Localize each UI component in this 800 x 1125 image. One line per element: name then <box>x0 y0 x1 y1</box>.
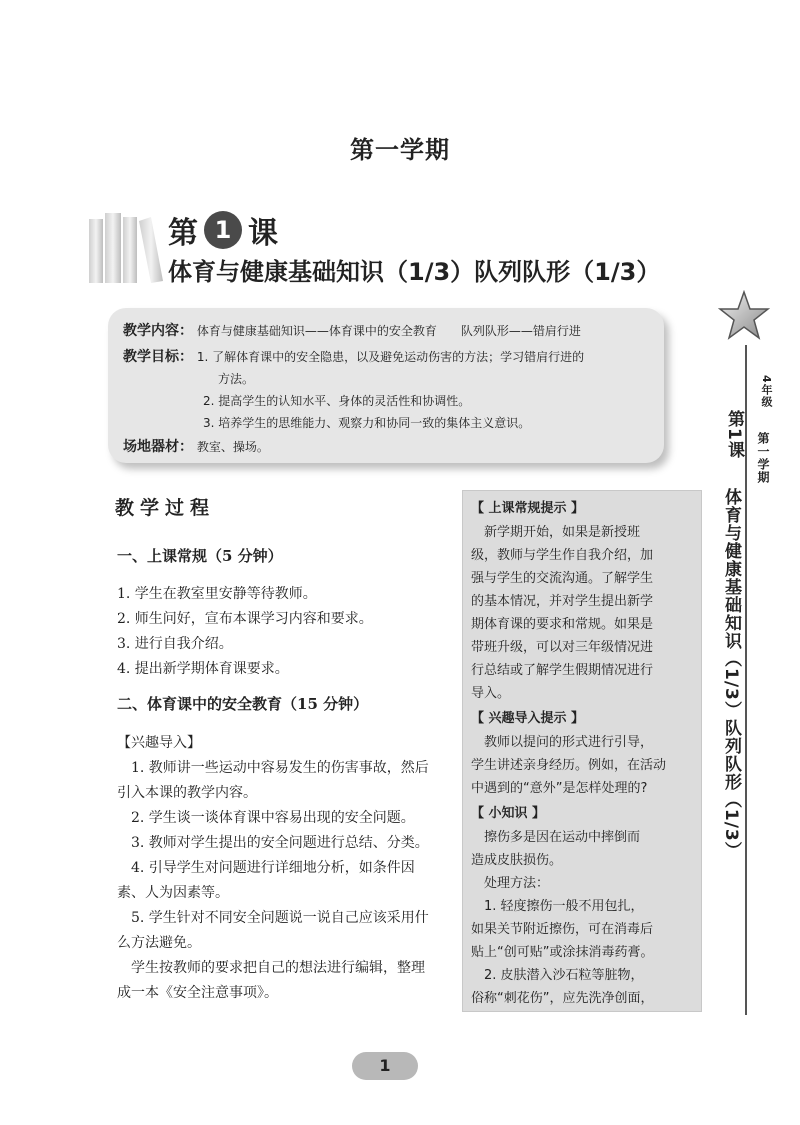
tab-grade: 4年级 <box>760 375 773 408</box>
content-row <box>123 320 581 340</box>
content-label: 教学内容： <box>123 323 193 339</box>
goal-row <box>123 346 584 366</box>
goal-1: 1. 了解体育课中的安全隐患，以及避免运动伤害的方法；学习错肩行进的 <box>196 350 585 364</box>
tip-line: 带班升级，可以对三年级情况进 <box>471 640 654 655</box>
section2-line: 【兴趣导入】 <box>117 735 201 751</box>
books-icon <box>85 205 165 285</box>
section1-item: 4. 提出新学期体育课要求。 <box>117 661 289 677</box>
section1-item: 3. 进行自我介绍。 <box>117 636 233 652</box>
venue-text: 教室、操场。 <box>196 440 269 454</box>
tip-line: 的基本情况，并对学生提出新学 <box>471 594 654 609</box>
tip-line: 擦伤多是因在运动中摔倒而 <box>471 830 641 845</box>
tip-line: 中遇到的“意外”是怎样处理的? <box>471 781 648 796</box>
lesson-number-badge: 1 <box>204 211 242 249</box>
semester-title: 第一学期 <box>350 135 450 164</box>
tip-line: 教师以提问的形式进行引导， <box>471 735 654 750</box>
tip-line: 造成皮肤损伤。 <box>471 853 563 868</box>
tip-line: 导入。 <box>471 686 511 701</box>
star-icon <box>718 290 770 342</box>
tip-heading-knowledge: 【 小知识 】 <box>471 806 546 821</box>
tab-title: 体育与健康基础知识（1/3）队列队形（1/3） <box>721 488 741 860</box>
section2-heading: 二、体育课中的安全教育（15 分钟） <box>117 695 369 713</box>
section2-line: 素、人为因素等。 <box>117 885 229 901</box>
section2-line: 4. 引导学生对问题进行详细地分析，如条件因 <box>117 860 415 876</box>
tab-semester: 第一学期 <box>756 432 770 484</box>
tips-sidebar <box>462 490 702 1012</box>
tip-line: 俗称“刺花伤”，应先洗净创面， <box>471 991 654 1006</box>
tip-line: 期体育课的要求和常规。如果是 <box>471 617 654 632</box>
process-title: 教学过程 <box>115 497 216 519</box>
lesson-info-box <box>108 308 664 463</box>
tip-heading-routine: 【 上课常规提示 】 <box>471 501 585 516</box>
goal-label: 教学目标： <box>123 349 193 365</box>
section2-line: 引入本课的教学内容。 <box>117 785 257 801</box>
tab-lesson: 第1课 <box>724 410 744 459</box>
tip-line: 贴上“创可贴”或涂抹消毒药膏。 <box>471 945 654 960</box>
goal-2: 2. 提高学生的认知水平、身体的灵活性和协调性。 <box>203 394 471 408</box>
section1-item: 1. 学生在教室里安静等待教师。 <box>117 586 317 602</box>
section2-line: 么方法避免。 <box>117 935 201 951</box>
lesson-title: 体育与健康基础知识（1/3）队列队形（1/3） <box>168 258 661 286</box>
section2-line: 2. 学生谈一谈体育课中容易出现的安全问题。 <box>117 810 415 826</box>
tip-line: 1. 轻度擦伤一般不用包扎， <box>471 899 644 914</box>
tip-line: 学生讲述亲身经历。例如，在活动 <box>471 758 667 773</box>
lesson-number <box>168 208 278 252</box>
goal-1-cont: 方法。 <box>218 372 255 386</box>
page-number: 1 <box>352 1052 418 1080</box>
section2-line: 5. 学生针对不同安全问题说一说自己应该采用什 <box>117 910 429 926</box>
content-text: 体育与健康基础知识——体育课中的安全教育 队列队形——错肩行进 <box>196 324 581 338</box>
tip-line: 处理方法： <box>471 876 550 891</box>
lesson-prefix: 第 <box>168 216 198 251</box>
tip-heading-interest: 【 兴趣导入提示 】 <box>471 711 585 726</box>
section2-line: 1. 教师讲一些运动中容易发生的伤害事故，然后 <box>117 760 429 776</box>
venue-label: 场地器材： <box>123 439 193 455</box>
section2-line: 3. 教师对学生提出的安全问题进行总结、分类。 <box>117 835 429 851</box>
tip-line: 行总结或了解学生假期情况进行 <box>471 663 654 678</box>
section2-line: 成一本《安全注意事项》。 <box>117 985 278 1001</box>
goal-3: 3. 培养学生的思维能力、观察力和协同一致的集体主义意识。 <box>203 416 531 430</box>
tip-line: 强与学生的交流沟通。了解学生 <box>471 571 654 586</box>
section1-heading: 一、上课常规（5 分钟） <box>117 547 283 565</box>
tip-line: 如果关节附近擦伤，可在消毒后 <box>471 922 654 937</box>
tip-line: 级，教师与学生作自我介绍，加 <box>471 548 654 563</box>
section2-line: 学生按教师的要求把自己的想法进行编辑，整理 <box>117 960 425 976</box>
tip-line: 新学期开始，如果是新授班 <box>471 525 641 540</box>
tip-line: 2. 皮肤潜入沙石粒等脏物， <box>471 968 644 983</box>
lesson-suffix: 课 <box>248 216 278 251</box>
venue-row <box>123 436 269 456</box>
section1-item: 2. 师生问好，宣布本课学习内容和要求。 <box>117 611 373 627</box>
